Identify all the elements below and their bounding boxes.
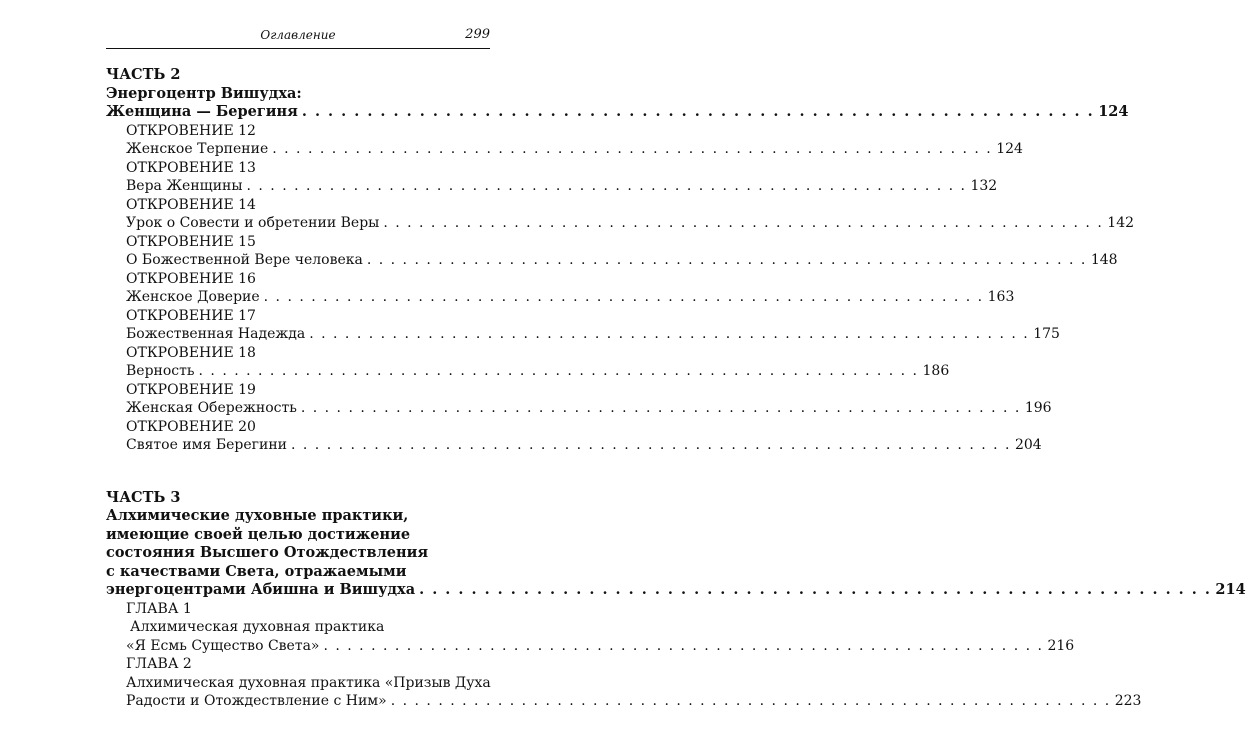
toc-entry[interactable] <box>106 251 1118 270</box>
header-page-number: 299 <box>465 27 490 42</box>
dot-leader: . . . . . . . . . . . . . . . . . . . . . . . . . . . . . . . . . . . . . . . . . . . . . . . . . . . . . . . . . . . . . <box>323 637 1044 654</box>
toc-entry-page: 204 <box>1014 437 1042 453</box>
toc-entry-page: 148 <box>1090 252 1118 268</box>
toc-entry-title: Божественная Надежда <box>126 326 306 342</box>
toc-entry[interactable] <box>106 177 998 196</box>
part2-items <box>106 122 1135 455</box>
toc-entry[interactable] <box>106 436 1042 455</box>
running-header <box>106 24 490 49</box>
toc-entry-title: Женское Терпение <box>126 141 269 157</box>
part3-page: 214 <box>1215 581 1246 598</box>
toc-entry-page: 196 <box>1024 400 1052 416</box>
chapter2-heading: ГЛАВА 2 <box>126 656 192 672</box>
chapter2-entry[interactable] <box>106 692 1142 711</box>
toc-heading: ОТКРОВЕНИЕ 19 <box>126 381 256 398</box>
toc-entry-page: 124 <box>996 141 1023 157</box>
toc-entry[interactable] <box>106 288 1015 307</box>
toc-entry-title: Верность <box>126 363 195 379</box>
part3-title-line: имеющие своей целью достижение <box>106 525 411 543</box>
dot-leader: . . . . . . . . . . . . . . . . . . . . . . . . . . . . . . . . . . . . . . . . . . . . . . . . . . . . . . . . . . . . . <box>383 215 1104 231</box>
part3-label: ЧАСТЬ 3 <box>106 488 181 506</box>
chapter2-line2: Радости и Отождествление с Ним» <box>126 693 387 709</box>
part2-label: ЧАСТЬ 2 <box>106 66 181 83</box>
table-of-contents <box>106 66 1246 711</box>
toc-entry-page: 132 <box>970 178 998 194</box>
part3-title-line: Алхимические духовные практики, <box>106 507 409 524</box>
toc-entry-title: Урок о Совести и обретении Веры <box>126 215 380 231</box>
toc-entry-page: 186 <box>922 363 950 379</box>
toc-heading: ОТКРОВЕНИЕ 20 <box>126 418 256 435</box>
part2-title-row[interactable] <box>106 103 1129 122</box>
part3-title-line: с качествами Света, отражаемыми <box>106 562 407 580</box>
toc-heading: ОТКРОВЕНИЕ 17 <box>126 307 256 324</box>
toc-entry-title: Вера Женщины <box>126 178 243 194</box>
toc-entry-title: Женская Обережность <box>126 400 297 416</box>
chapter1-heading: ГЛАВА 1 <box>126 600 192 617</box>
toc-entry[interactable] <box>106 140 1023 159</box>
dot-leader: . . . . . . . . . . . . . . . . . . . . . . . . . . . . . . . . . . . . . . . . . . . . . . . . . . . . . . . . . . . . . <box>291 437 1011 453</box>
dot-leader: . . . . . . . . . . . . . . . . . . . . . . . . . . . . . . . . . . . . . . . . . . . . . . . . . . . . . . . . . . . . . <box>300 400 1021 416</box>
toc-entry-title: Женское Доверие <box>126 289 260 305</box>
part3-title-row[interactable] <box>106 581 1246 600</box>
header-title: Оглавление <box>260 28 336 42</box>
toc-heading: ОТКРОВЕНИЕ 15 <box>126 233 256 250</box>
dot-leader: . . . . . . . . . . . . . . . . . . . . . . . . . . . . . . . . . . . . . . . . . . . . . . . . . . . . . . . . . . . . . <box>246 178 967 194</box>
chapter2-line1: Алхимическая духовная практика «Призыв Духа <box>126 674 491 691</box>
part2-title-line2: Женщина — Берегиня <box>106 103 298 120</box>
toc-entry-title: Святое имя Берегини <box>126 437 287 453</box>
chapter1-line1: Алхимическая духовная практика <box>130 619 385 635</box>
toc-heading: ОТКРОВЕНИЕ 16 <box>126 270 256 287</box>
dot-leader: . . . . . . . . . . . . . . . . . . . . . . . . . . . . . . . . . . . . . . . . . . . . . . . . . . . . . . . . . . . . . <box>309 326 1030 342</box>
toc-heading: ОТКРОВЕНИЕ 14 <box>126 196 256 213</box>
toc-entry[interactable] <box>106 325 1060 344</box>
dot-leader: . . . . . . . . . . . . . . . . . . . . . . . . . . . . . . . . . . . . . . . . . . . . . . . . . . . . . . . . . . . . . <box>390 693 1111 709</box>
toc-entry-title: О Божественной Вере человека <box>126 252 363 268</box>
dot-leader: . . . . . . . . . . . . . . . . . . . . . . . . . . . . . . . . . . . . . . . . . . . . . . . . . . . . . . . . . . . . . <box>419 581 1212 598</box>
toc-entry-page: 163 <box>987 289 1015 305</box>
dot-leader: . . . . . . . . . . . . . . . . . . . . . . . . . . . . . . . . . . . . . . . . . . . . . . . . . . . . . . . . . . . . . <box>198 363 919 379</box>
toc-entry[interactable] <box>106 399 1052 418</box>
toc-entry[interactable] <box>106 214 1135 233</box>
part2-title-line1: Энергоцентр Вишудха: <box>106 84 302 102</box>
chapter2-page: 223 <box>1114 693 1142 709</box>
part2-page: 124 <box>1098 103 1129 120</box>
dot-leader: . . . . . . . . . . . . . . . . . . . . . . . . . . . . . . . . . . . . . . . . . . . . . . . . . . . . . . . . . . . . . <box>272 141 993 157</box>
dot-leader: . . . . . . . . . . . . . . . . . . . . . . . . . . . . . . . . . . . . . . . . . . . . . . . . . . . . . . . . . . . . . <box>263 289 984 305</box>
toc-heading: ОТКРОВЕНИЕ 13 <box>126 159 256 176</box>
toc-entry[interactable] <box>106 362 950 381</box>
toc-entry-page: 175 <box>1033 326 1060 342</box>
dot-leader: . . . . . . . . . . . . . . . . . . . . . . . . . . . . . . . . . . . . . . . . . . . . . . . . . . . . . . . . . . . . . <box>301 103 1095 120</box>
toc-heading: ОТКРОВЕНИЕ 18 <box>126 344 256 361</box>
toc-heading: ОТКРОВЕНИЕ 12 <box>126 122 256 139</box>
chapter1-page: 216 <box>1047 637 1075 654</box>
part3-title-line: состояния Высшего Отождествления <box>106 544 429 561</box>
chapter1-line2: «Я Есмь Существо Света» <box>126 637 320 654</box>
part3-title-last: энергоцентрами Абишна и Вишудха <box>106 581 416 598</box>
section-gap <box>106 455 490 489</box>
chapter1-entry[interactable] <box>106 637 1075 656</box>
toc-entry-page: 142 <box>1107 215 1135 231</box>
dot-leader: . . . . . . . . . . . . . . . . . . . . . . . . . . . . . . . . . . . . . . . . . . . . . . . . . . . . . . . . . . . . . <box>366 252 1087 268</box>
